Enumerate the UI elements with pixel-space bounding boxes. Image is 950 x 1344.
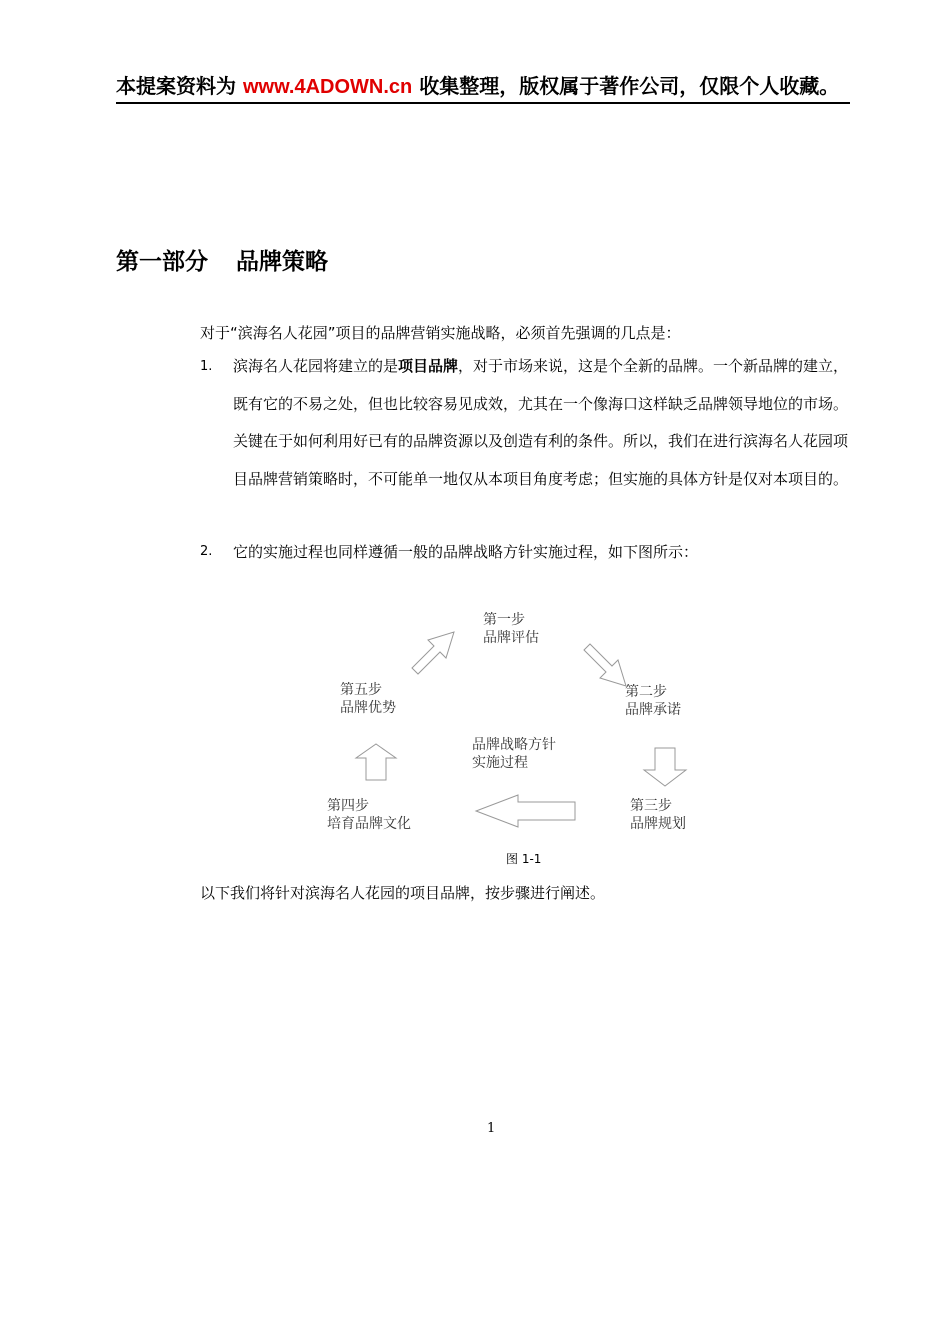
- diagram-center-label: 品牌战略方针 实施过程: [472, 737, 556, 771]
- list-item-text: 滨海名人花园将建立的是项目品牌，对于市场来说，这是个全新的品牌。一个新品牌的建立，既有它的不易之处，但也比较容易见成效，尤其在一个像海口这样缺乏品牌领导地位的市场。关键在于如何利用好已有的品牌资源以及创造有利的条件。所以，我们在进行滨海名人花园项目品牌营销策略时，不可能单一地仅从本项目角度考虑；但实施的具体方针是仅对本项目的。: [233, 357, 849, 488]
- intro-paragraph: 对于“滨海名人花园”项目的品牌营销实施战略，必须首先强调的几点是：: [200, 324, 681, 342]
- header-prefix: 本提案资料为: [116, 74, 243, 98]
- diagram-step-5: 第五步 品牌优势: [340, 682, 396, 716]
- diagram-step-4: 第四步 培育品牌文化: [327, 798, 411, 832]
- document-header: [116, 72, 850, 104]
- section-name: 品牌策略: [236, 249, 328, 275]
- bold-term: 项目品牌: [398, 357, 459, 375]
- closing-paragraph: 以下我们将针对滨海名人花园的项目品牌，按步骤进行阐述。: [200, 884, 606, 902]
- list-item-number: 1.: [200, 359, 213, 374]
- diagram-step-3: 第三步 品牌规划: [630, 798, 686, 832]
- arrow-step1-to-step2: [584, 644, 626, 686]
- figure-caption: 图 1-1: [506, 852, 542, 866]
- section-part: 第一部分: [116, 249, 208, 275]
- arrow-step5-to-step1: [412, 632, 454, 674]
- header-site-link[interactable]: www.4ADOWN.cn: [242, 76, 413, 98]
- arrow-step4-to-step5: [356, 744, 396, 780]
- header-suffix: 收集整理，版权属于著作公司，仅限个人收藏。: [412, 74, 840, 98]
- diagram-step-2: 第二步 品牌承诺: [625, 684, 681, 718]
- arrow-step3-to-step4: [476, 795, 575, 827]
- arrow-step2-to-step3: [644, 748, 686, 786]
- list-item-text: 它的实施过程也同样遵循一般的品牌战略方针实施过程，如下图所示：: [233, 543, 699, 561]
- section-title: [116, 246, 328, 278]
- page-number: 1: [487, 1121, 496, 1136]
- diagram-step-1: 第一步 品牌评估: [483, 612, 539, 646]
- brand-strategy-diagram: [300, 600, 720, 845]
- list-item-number: 2.: [200, 544, 213, 559]
